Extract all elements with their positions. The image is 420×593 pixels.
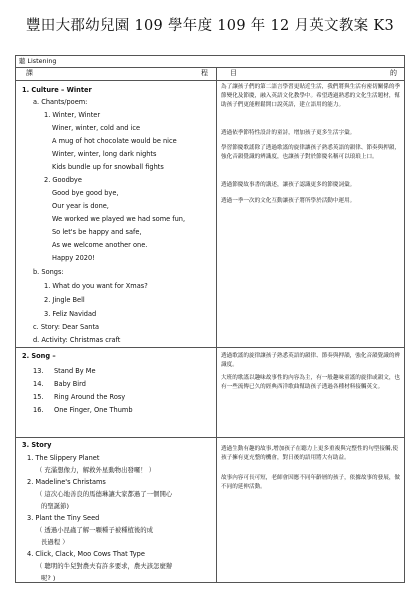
- goal-paragraph: 為了讓孩子們的第二語言學習更貼近生活，我們將與生活有密切關係的季節變化及節慶，融入英語文化教學中。希望透過熟悉的文化生活題材，幫助孩子們更能輕鬆開口說英語，建立語用的能力。: [221, 84, 401, 109]
- subsection-label: a. Chants/poem:: [33, 98, 88, 106]
- story-title: 4. Click, Clack, Moo Cows That Type: [27, 550, 145, 558]
- poem-title: 2. Goodbye: [44, 176, 82, 184]
- poem-line: Kids bundle up for snowball fights: [52, 163, 164, 171]
- row-divider: [16, 437, 404, 438]
- story-title: 3. Plant the Tiny Seed: [27, 514, 100, 522]
- section-heading: 2. Song –: [22, 352, 56, 360]
- goal-paragraph: 學習節慶歌謠除了透過歌謠的旋律讓孩子熟悉英語的韻律、節奏與押韻，強化音韻覺識的辨識度，也讓孩子對於節慶名稱可以琅琅上口。: [221, 145, 401, 161]
- story-note: （ 聰明的牛兒對農夫有許多要求，農夫該怎麼辦: [36, 562, 173, 570]
- story-note: （ 充滿想像力，解救外星動物出發囉！ ）: [36, 466, 156, 474]
- row-divider: [16, 80, 404, 81]
- story-title: 2. Madeline's Christams: [27, 478, 106, 486]
- poem-line: Winter, winter, long dark nights: [52, 150, 157, 158]
- song-item: 1. What do you want for Xmas?: [44, 282, 148, 290]
- story-note: （ 透過小昆蟲了解一顆種子被種植後的成: [36, 526, 154, 534]
- poem-line: Happy 2020!: [52, 254, 95, 262]
- goal-paragraph: 大班的歌謠以趣味故事性的內容為主，有一般趣味童謠的旋律或韻文，也有一些流傳已久的經典西洋歌曲幫助孩子透過各種材料接觸英文。: [221, 375, 401, 391]
- subsection-label: b. Songs:: [33, 268, 64, 276]
- course-header-a: 課: [26, 69, 33, 77]
- lesson-plan-table: [15, 55, 405, 583]
- poem-line: Winer, winter, cold and ice: [52, 124, 141, 132]
- column-divider: [216, 67, 217, 583]
- song-number: 16.: [33, 406, 44, 414]
- story-note: （ 這次心地善良的馬德琳讓大家都過了一個開心: [36, 490, 173, 498]
- course-header-b: 程: [201, 69, 208, 77]
- poem-line: As we welcome another one.: [52, 241, 148, 249]
- poem-line: We worked we played we had some fun,: [52, 215, 186, 223]
- row-divider: [16, 347, 404, 348]
- song-item: 2. Jingle Bell: [44, 296, 85, 304]
- section-heading: 3. Story: [22, 441, 52, 449]
- subject-label: 聽 Listening: [19, 57, 57, 65]
- story-note: 呢? ): [41, 574, 56, 582]
- row-divider: [16, 67, 404, 68]
- song-item: 3. Feliz Navidad: [44, 310, 97, 318]
- song-name: Ring Around the Rosy: [54, 393, 126, 401]
- goal-paragraph: 透過生動有趣的故事,增加孩子在聽力上更多重複與完整性的句型接觸,使孩子擁有更充整的機會，對日後的語用將大有助益。: [221, 446, 398, 462]
- goal-paragraph: 透過依季節特性設計的童詩，增加孩子更多生活字彙。: [221, 130, 356, 136]
- goal-paragraph: 透過一季一次的文化互動讓孩子將所學於活動中運用。: [221, 198, 356, 204]
- activity-label: d. Activity: Christmas craft: [33, 336, 121, 344]
- poem-line: So let's be happy and safe,: [52, 228, 142, 236]
- goal-paragraph: 故事內容可長可短，老師會因應不同年齡層的孩子，依據故事的發展，做不同的延伸活動。: [221, 475, 401, 491]
- goal-header-a: 目: [230, 69, 237, 77]
- song-name: Stand By Me: [54, 367, 96, 375]
- poem-line: Our year is done,: [52, 202, 109, 210]
- story-title: 1. The Slippery Planet: [27, 454, 100, 462]
- song-name: One Finger, One Thumb: [54, 406, 133, 414]
- story-label: c. Story: Dear Santa: [33, 323, 100, 331]
- goal-paragraph: 透過節慶故事書的講述，讓孩子認識更多的節慶詞彙。: [221, 182, 356, 188]
- poem-title: 1. Winter, Winter: [44, 111, 101, 119]
- story-note: 長過程 ）: [41, 538, 69, 546]
- poem-line: A mug of hot chocolate would be nice: [52, 137, 177, 145]
- story-note: 的聖誕節): [41, 502, 70, 510]
- goal-header-b: 的: [390, 69, 397, 77]
- song-number: 14.: [33, 380, 44, 388]
- song-number: 13.: [33, 367, 44, 375]
- goal-paragraph: 透過歌謠的旋律讓孩子熟悉英語的韻律、節奏與押韻，強化音韻覺識的辨識度。: [221, 353, 401, 369]
- page-title: 豐田大郡幼兒園 109 學年度 109 年 12 月英文教案 K3: [25, 18, 395, 34]
- song-number: 15.: [33, 393, 44, 401]
- song-name: Baby Bird: [54, 380, 86, 388]
- poem-line: Good bye good bye,: [52, 189, 119, 197]
- section-heading: 1. Culture – Winter: [22, 86, 92, 94]
